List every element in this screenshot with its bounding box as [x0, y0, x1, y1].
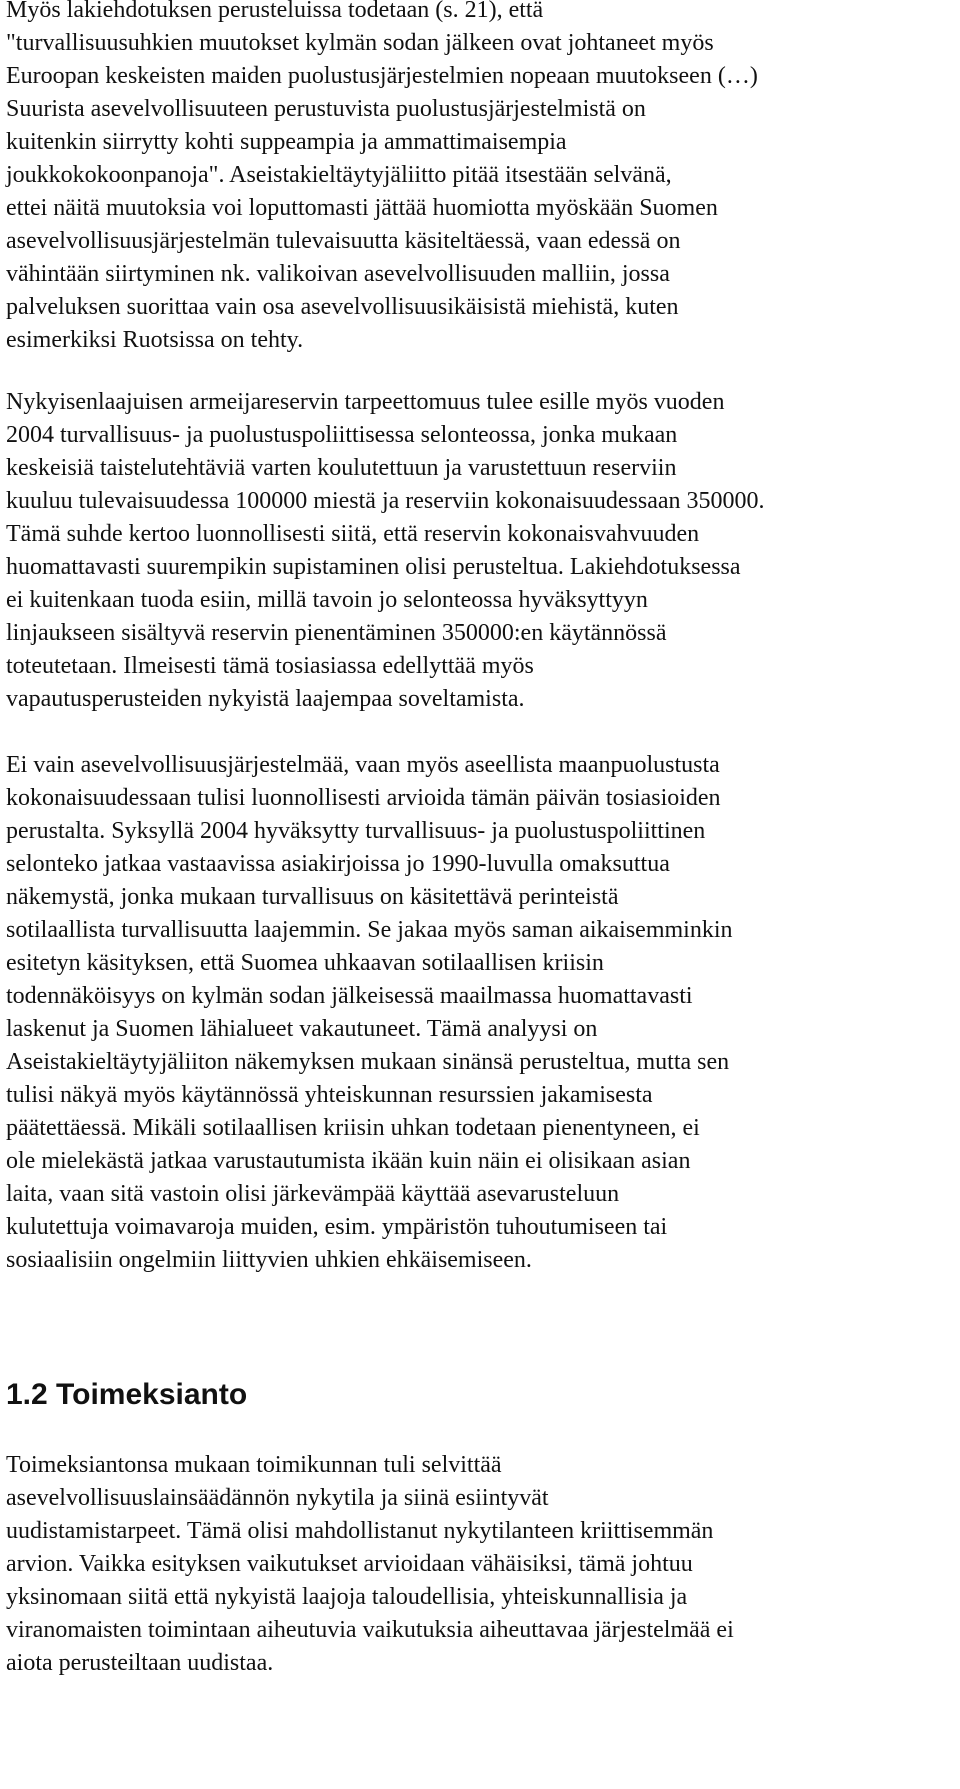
paragraph-national-defence: Ei vain asevelvollisuusjärjestelmää, vaan myös aseellista maanpuolustusta kokonaisuudessaan tulisi luonnollisesti arvioida tämän päivän tosiasioiden perustalta. Syksyllä 2004 hyväksytty turvallisuus- ja puolustuspoliittinen selonteko jatkaa vastaavissa asiakirjoissa jo 1990-luvulla omaksuttua näkemystä, jonka mukaan turvallisuus on käsitettävä perinteistä sotilaallista turvallisuutta laajemmin. Se jakaa myös saman aikaisemminkin esitetyn käsityksen, että Suomea uhkaavan sotilaallisen kriisin todennäköisyys on kylmän sodan jälkeisessä maailmassa huomattavasti laskenut ja Suomen lähialueet vakautuneet. Tämä analyysi on Aseistakieltäytyjäliiton näkemyksen mukaan sinänsä perusteltua, mutta sen tulisi näkyä myös käytännössä yhteiskunnan resurssien jakamisesta päätettäessä. Mikäli sotilaallisen kriisin uhkan todetaan pienentyneen, ei ole mielekästä jatkaa varustautumista ikään kuin näin ei olisikaan asian laita, vaan sitä vastoin olisi järkevämpää käyttää asevarusteluun kulutettuja voimavaroja muiden, esim. ympäristön tuhoutumiseen tai sosiaalisiin ongelmiin liittyvien uhkien ehkäisemiseen.	[6, 752, 733, 1273]
document-page	[6, 0, 954, 1680]
section-heading: 1.2 Toimeksianto	[6, 1378, 248, 1411]
paragraph-conscription-reasoning: Myös lakiehdotuksen perusteluissa todetaan (s. 21), että "turvallisuusuhkien muutokset kylmän sodan jälkeen ovat johtaneet myös Euroopan keskeisten maiden puolustusjärjestelmien nopeaan muutokseen (…) Suurista asevelvollisuuteen perustuvista puolustusjärjestelmistä on kuitenkin siirrytty kohti suppeampia ja ammattimaisempia joukkokokoonpanoja". Aseistakieltäytyjäliitto pitää itsestään selvänä, ettei näitä muutoksia voi loputtomasti jättää huomiotta myöskään Suomen asevelvollisuusjärjestelmän tulevaisuutta käsiteltäessä, vaan edessä on vähintään siirtyminen nk. valikoivan asevelvollisuuden malliin, jossa palveluksen suorittaa vain osa asevelvollisuusikäisistä miehistä, kuten esimerkiksi Ruotsissa on tehty.	[6, 0, 758, 353]
paragraph-reserve-size: Nykyisenlaajuisen armeijareservin tarpeettomuus tulee esille myös vuoden 2004 turvallisuus- ja puolustuspoliittisessa selonteossa, jonka mukaan keskeisiä taistelutehtäviä varten koulutettuun ja varustettuun reserviin kuuluu tulevaisuudessa 100000 miestä ja reserviin kokonaisuudessaan 350000. Tämä suhde kertoo luonnollisesti siitä, että reservin kokonaisvahvuuden huomattavasti suurempikin supistaminen olisi perusteltua. Lakiehdotuksessa ei kuitenkaan tuoda esiin, millä tavoin jo selonteossa hyväksyttyyn linjaukseen sisältyvä reservin pienentäminen 350000:en käytännössä toteutetaan. Ilmeisesti tämä tosiasiassa edellyttää myös vapautusperusteiden nykyistä laajempaa soveltamista.	[6, 389, 765, 712]
paragraph-mandate: Toimeksiantonsa mukaan toimikunnan tuli selvittää asevelvollisuuslainsäädännön nykytila ja siinä esiintyvät uudistamistarpeet. Tämä olisi mahdollistanut nykytilanteen kriittisemmän arvion. Vaikka esityksen vaikutukset arvioidaan vähäisiksi, tämä johtuu yksinomaan siitä että nykyistä laajoja taloudellisia, yhteiskunnallisia ja viranomaisten toimintaan aiheutuvia vaikutuksia aiheuttavaa järjestelmää ei aiota perusteiltaan uudistaa.	[6, 1452, 734, 1676]
